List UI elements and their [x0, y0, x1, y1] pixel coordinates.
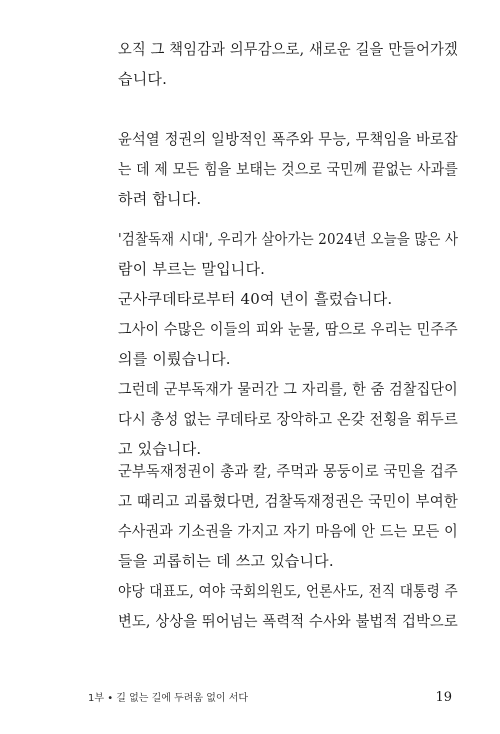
text-line: 는 데 제 모든 힘을 보태는 것으로 국민께 끝없는 사과를 — [118, 160, 458, 178]
text-line: 군부독재정권이 총과 칼, 주먹과 몽둥이로 국민을 겁주 — [118, 462, 458, 480]
text-line: 의를 이뤘습니다. — [118, 350, 231, 368]
text-line: 윤석열 정권의 일방적인 폭주와 무능, 무책임을 바로잡 — [118, 130, 458, 148]
text-line: 그사이 수많은 이들의 피와 눈물, 땀으로 우리는 민주주 — [118, 320, 458, 338]
text-line: 다시 총성 없는 쿠데타로 장악하고 온갖 전횡을 휘두르 — [118, 410, 458, 428]
paragraph-3 — [118, 224, 458, 464]
running-head: 1부 • 길 없는 길에 두려움 없이 서다 — [88, 693, 249, 704]
text-line: 오직 그 책임감과 의무감으로, 새로운 길을 만들어가겠 — [118, 40, 458, 58]
text-line: '검찰독재 시대', 우리가 살아가는 2024년 오늘을 많은 사 — [118, 230, 459, 248]
page-number: 19 — [435, 690, 452, 705]
text-line: 고 있습니다. — [118, 440, 202, 458]
paragraph-2 — [118, 124, 458, 214]
paragraph-1 — [118, 34, 458, 94]
paragraph-4 — [118, 456, 458, 636]
text-line: 수사권과 기소권을 가지고 자기 마음에 안 드는 모든 이 — [118, 522, 458, 540]
text-line: 들을 괴롭히는 데 쓰고 있습니다. — [118, 552, 334, 570]
text-line: 하려 합니다. — [118, 190, 202, 208]
text-line: 그런데 군부독재가 물러간 그 자리를, 한 줌 검찰집단이 — [118, 380, 458, 398]
text-line: 고 때리고 괴롭혔다면, 검찰독재정권은 국민이 부여한 — [118, 492, 458, 510]
text-line: 람이 부르는 말입니다. — [118, 260, 266, 278]
text-line: 변도, 상상을 뛰어넘는 폭력적 수사와 불법적 겁박으로 — [118, 612, 458, 630]
text-line: 습니다. — [118, 70, 168, 88]
text-line: 야당 대표도, 여야 국회의원도, 언론사도, 전직 대통령 주 — [118, 582, 458, 600]
text-line: 군사쿠데타로부터 40여 년이 흘렀습니다. — [118, 290, 393, 308]
